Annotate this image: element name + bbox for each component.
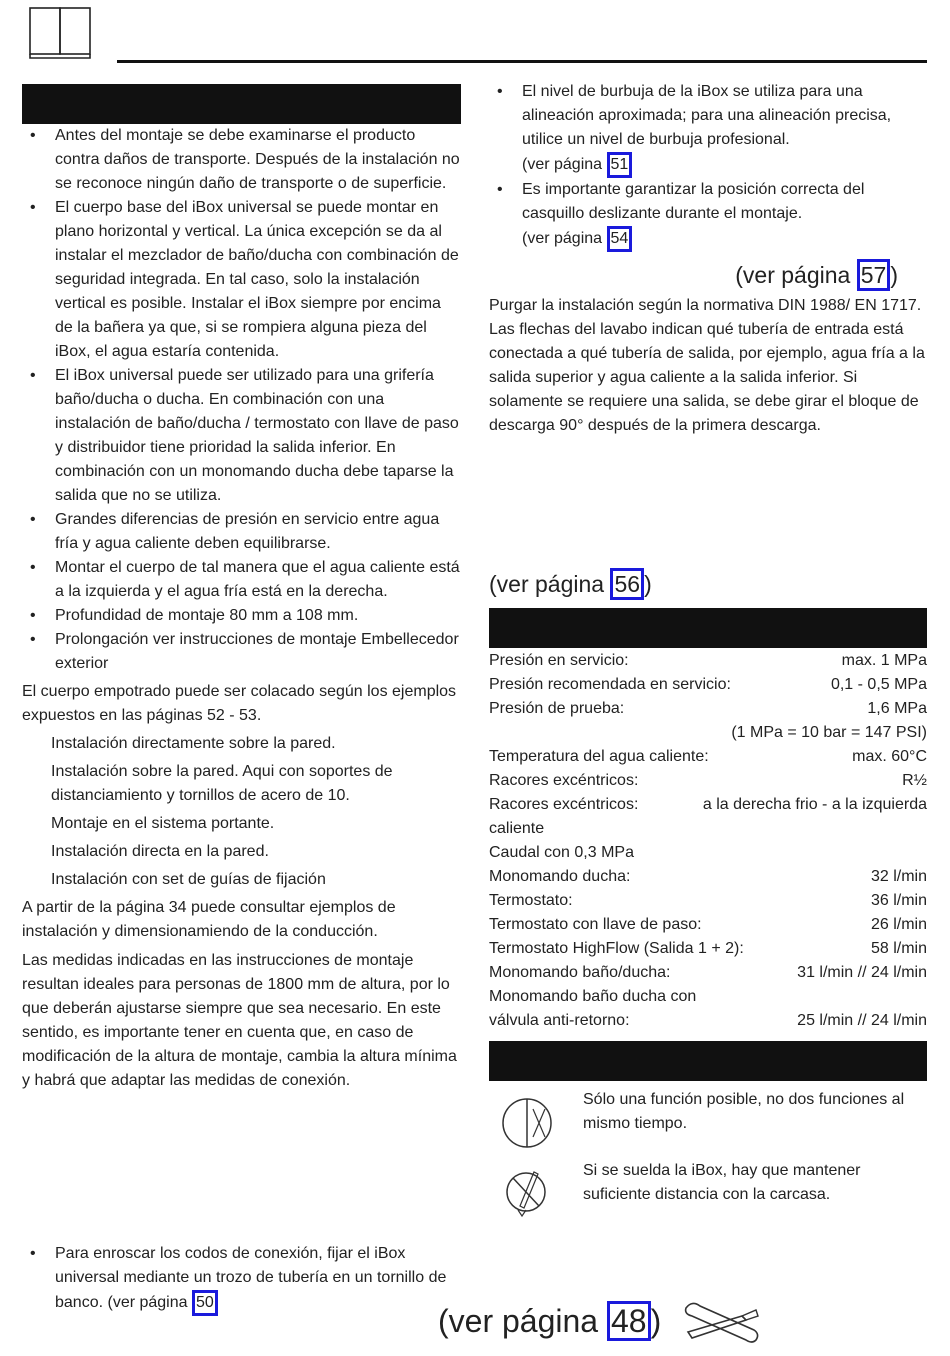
symbol-soldering-text: Si se suelda la iBox, hay que mantener suficiente distancia con la carcasa. <box>583 1162 861 1203</box>
list-item: • El cuerpo base del iBox universal se puede montar en plano horizontal y vertical. La única excepción se da al instalar el mezclador de baño/ducha con combinación de seguridad integrada. En tal caso, solo la instalación vertical es posible. Instalar el iBox siempre por encima de la bañera ya que, si se rompiera alguna pieza del iBox, el agua estaría contenida. <box>22 196 462 364</box>
header-rule <box>117 60 927 63</box>
spec-value: max. 1 MPa <box>841 652 927 669</box>
technical-data-header-bar <box>489 608 927 648</box>
book-icon <box>28 6 94 60</box>
page-ref-label: (ver página <box>489 571 611 597</box>
option-item: Instalación directa en la pared. <box>51 843 269 860</box>
spec-value: (1 MPa = 10 bar = 147 PSI) <box>731 724 927 741</box>
page-ref-label: (ver página <box>522 230 607 247</box>
page-reference-56[interactable]: 56 <box>610 568 644 600</box>
page-reference-51[interactable]: 51 <box>607 152 633 178</box>
wrench-screwdriver-icon <box>682 1298 762 1348</box>
list-item <box>489 80 929 178</box>
spec-value: 26 l/min <box>870 916 927 933</box>
mounting-intro: El cuerpo empotrado puede ser colacado según los ejemplos expuestos en las páginas 52 - 53. <box>22 683 457 724</box>
list-item: • Antes del montaje se debe examinarse el producto contra daños de transporte. Después de la instalación no se reconoce ningún daño de transporte o de superficie. <box>22 124 462 196</box>
spec-label: Racores excéntricos: <box>489 772 639 789</box>
list-item-text: El nivel de burbuja de la iBox se utiliza para una alineación aproximada; para una alineación precisa, utilice un nivel de burbuja profesional. <box>522 83 892 148</box>
spec-label: Presión en servicio: <box>489 652 629 669</box>
valve-x-icon <box>500 1096 554 1150</box>
list-item: • Montar el cuerpo de tal manera que el agua caliente está a la izquierda y el agua fría está en la derecha. <box>22 556 462 604</box>
spec-value: max. 60°C <box>852 748 927 765</box>
technical-data-table <box>489 649 927 1033</box>
mounting-heights-text: Las medidas indicadas en las instrucciones de montaje resultan ideales para personas de 1800 mm de altura, por lo que deberán ajustarse siempre que sea necesario. En este sentido, es importante tener en cuenta que, en caso de modificación de la altura de montaje, cambia la altura mínima y habrá que adaptar las medidas de conexión. <box>22 952 457 1089</box>
page-ref-label: (ver página <box>735 262 857 288</box>
list-item: • El iBox universal puede ser utilizado para una grifería baño/ducha o ducha. En combinación con una instalación de baño/ducha / termostato con llave de paso y distribuidor tiene prioridad la salida inferior. En combinación con un monomando ducha debe taparse la salida que no se utiliza. <box>22 364 462 508</box>
spec-label: Termostato: <box>489 892 573 909</box>
page-ref-label: (ver página <box>438 1303 607 1339</box>
spec-label: Caudal con 0,3 MPa <box>489 844 634 861</box>
option-item: Montaje en el sistema portante. <box>51 815 275 832</box>
spec-value: 1,6 MPa <box>867 700 927 717</box>
spec-label: Presión recomendada en servicio: <box>489 676 731 693</box>
mounting-options <box>22 732 462 892</box>
spec-label: Temperatura del agua caliente: <box>489 748 709 765</box>
list-item-text: Es importante garantizar la posición correcta del casquillo deslizante durante el montaje. <box>522 181 865 222</box>
option-item: Instalación directamente sobre la pared. <box>51 735 336 752</box>
spec-label: Monomando baño/ducha: <box>489 964 671 981</box>
option-item: Instalación con set de guías de fijación <box>51 871 326 888</box>
section-header-bar <box>22 84 461 124</box>
no-soldering-icon <box>502 1166 552 1220</box>
spec-value: 31 l/min // 24 l/min <box>797 964 927 981</box>
spec-value: 25 l/min // 24 l/min <box>797 1012 927 1029</box>
spec-label: Presión de prueba: <box>489 700 625 717</box>
list-item-text: Para enroscar los codos de conexión, fijar el iBox universal mediante un trozo de tubería en un tornillo de banco. (ver página <box>55 1245 447 1311</box>
spec-label: Racores excéntricos: <box>489 796 639 813</box>
spec-label: Termostato HighFlow (Salida 1 + 2): <box>489 940 744 957</box>
list-item <box>489 178 929 252</box>
spec-value: 36 l/min <box>870 892 927 909</box>
spec-value: a la derecha frio - a la izquierda <box>702 796 927 813</box>
page-reference-48[interactable]: 48 <box>607 1301 651 1341</box>
list-item: • Profundidad de montaje 80 mm a 108 mm. <box>22 604 462 628</box>
list-item <box>22 1242 462 1316</box>
spec-label: caliente <box>489 820 545 837</box>
list-item: • Prolongación ver instrucciones de montaje Embellecedor exterior <box>22 628 462 676</box>
installation-examples-text: A partir de la página 34 puede consultar ejemplos de instalación y dimensionamiendo de la conducción. <box>22 899 396 940</box>
purge-instructions: Purgar la instalación según la normativa DIN 1988/ EN 1717. Las flechas del lavabo indican qué tubería de entrada está conectada a qué tubería de salida, por ejemplo, agua fría a la salida superior y agua caliente a la salida inferior. Si solamente se requiere una salida, se debe girar el bloque de descarga 90° después de la primera descarga. <box>489 297 925 434</box>
page-ref-label: (ver página <box>522 156 607 173</box>
spec-value: 0,1 - 0,5 MPa <box>830 676 927 693</box>
symbol-one-function-text: Sólo una función posible, no dos funciones al mismo tiempo. <box>583 1091 905 1132</box>
left-column <box>22 124 462 1093</box>
option-item: Instalación sobre la pared. Aqui con soportes de distanciamiento y tornillos de acero de 10. <box>51 763 393 804</box>
page-ref-48-line: (ver página 48 ) <box>438 1303 662 1339</box>
spec-label: válvula anti-retorno: <box>489 1012 630 1029</box>
spec-label: Termostato con llave de paso: <box>489 916 702 933</box>
page-reference-54[interactable]: 54 <box>607 226 633 252</box>
spec-value: 32 l/min <box>870 868 927 885</box>
page-reference-50[interactable]: 50 <box>192 1290 218 1316</box>
page-reference-57[interactable]: 57 <box>857 259 891 291</box>
list-item: • Grandes diferencias de presión en servicio entre agua fría y agua caliente deben equilibrarse. <box>22 508 462 556</box>
spec-value: R½ <box>902 772 927 789</box>
right-top <box>489 80 929 252</box>
spec-label: Monomando ducha: <box>489 868 631 885</box>
spec-label: Monomando baño ducha con <box>489 988 697 1005</box>
bottom-left-note <box>22 1242 462 1316</box>
instructions-list <box>22 124 462 676</box>
spec-value: 58 l/min <box>870 940 927 957</box>
page-ref-57-line: (ver página 57 ) <box>489 259 898 291</box>
page-ref-56-line: (ver página 56 ) <box>489 568 652 600</box>
symbols-header-bar <box>489 1041 927 1081</box>
